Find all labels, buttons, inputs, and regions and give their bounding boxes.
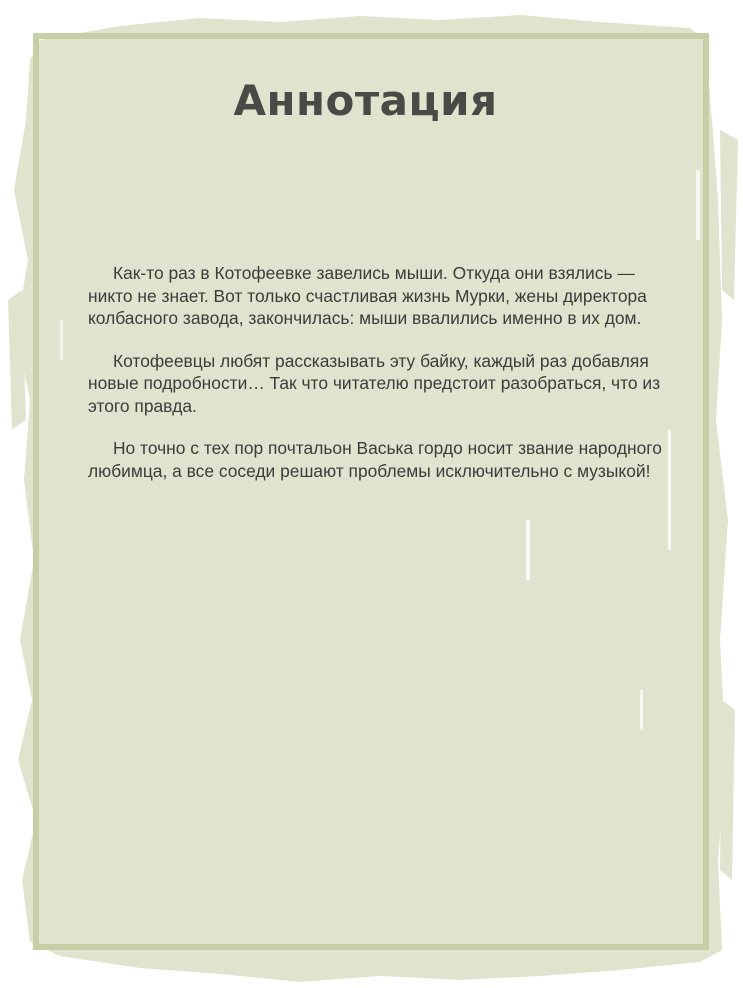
- brush-streak-right-lower: [720, 700, 735, 880]
- annotation-paragraph: Котофеевцы любят рассказывать эту байку, каждый раз добавляя новые подробности… Так что читателю предстоит разобраться, что из этого правда.: [88, 350, 661, 416]
- brush-streak-right: [720, 130, 738, 300]
- annotation-paragraph: Но точно с тех пор почтальон Васька гордо носит звание народного любимца, а все соседи решают проблемы исключительно с музыкой!: [88, 438, 662, 481]
- annotation-paragraph: Как-то раз в Котофеевке завелись мыши. Откуда они взялись — никто не знает. Вот только счастливая жизнь Мурки, жены директора колбасного завода, закончилась: мыши ввалились именно в их дом.: [88, 263, 647, 328]
- annotation-body: [88, 262, 678, 502]
- page-title: Аннотация: [233, 76, 498, 125]
